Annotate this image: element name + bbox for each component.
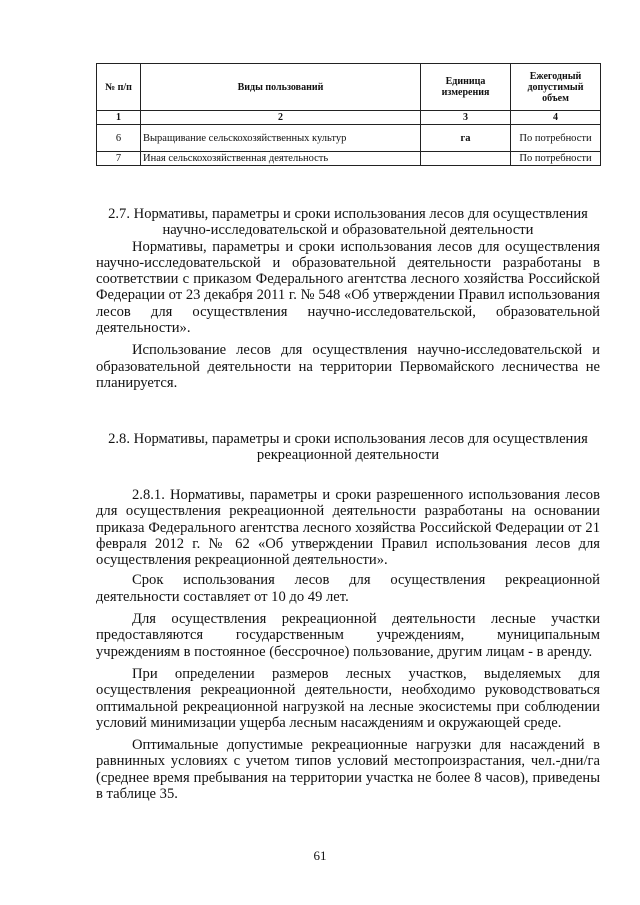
col-number: 3	[421, 111, 511, 125]
section-2-7	[96, 206, 600, 391]
section-heading: 2.7. Нормативы, параметры и сроки использования лесов для осуществления научно-исследовательской и образовательной деятельности	[108, 206, 588, 239]
paragraph: Для осуществления рекреационной деятельности лесные участки предоставляются государственным учреждениям, муниципальным учреждениям в постоянное (бессрочное) пользование, другим лицам - в аренду.	[96, 611, 600, 660]
section-2-8-1	[96, 487, 600, 802]
row-type: Иная сельскохозяйственная деятельность	[141, 152, 421, 166]
row-type: Выращивание сельскохозяйственных культур	[141, 125, 421, 152]
page-number: 61	[313, 848, 327, 863]
header-num: № п/п	[97, 64, 141, 111]
forest-usage-table	[96, 63, 601, 166]
col-number: 2	[141, 111, 421, 125]
paragraph: Срок использования лесов для осуществления рекреационной деятельности составляет от 10 до 49 лет.	[96, 572, 600, 605]
row-volume: По потребности	[511, 125, 601, 152]
section-heading: 2.8. Нормативы, параметры и сроки использования лесов для осуществления рекреационной деятельности	[108, 431, 588, 464]
header-unit: Единица измерения	[421, 64, 511, 111]
table-header-row	[97, 64, 601, 111]
table-column-numbers-row	[97, 111, 601, 125]
paragraph: Нормативы, параметры и сроки использования лесов для осуществления научно-исследовательской и образовательной деятельности разработаны в соответствии с приказом Федерального агентства лесного хозяйства Российской Федерации от 23 декабря 2011 г. № 548 «Об утверждении Правил использования лесов для осуществления научно-исследовательской, образовательной деятельности».	[96, 238, 600, 337]
row-volume: По потребности	[511, 152, 601, 166]
table-row	[97, 152, 601, 166]
header-volume: Ежегодный допустимый объем	[511, 64, 601, 111]
paragraph: Оптимальные допустимые рекреационные нагрузки для насаждений в равнинных условиях с учетом типов условий местопроизрастания, чел.-дни/га (среднее время пребывания на территории участка не более 8 часов), приведены в таблице 35.	[96, 737, 600, 803]
paragraph: При определении размеров лесных участков, выделяемых для осуществления рекреационной деятельности, необходимо руководствоваться оптимальной рекреационной нагрузкой на лесные экосистемы при соблюдении условий минимизации ущерба лесным насаждениям и окружающей среде.	[96, 665, 600, 731]
col-number: 4	[511, 111, 601, 125]
row-unit	[421, 152, 511, 166]
row-num: 7	[97, 152, 141, 166]
paragraph: 2.8.1. Нормативы, параметры и сроки разрешенного использования лесов для осуществления рекреационной деятельности разработаны на основании приказа Федерального агентства лесного хозяйства Российской Федерации от 21 февраля 2012 г. № 62 «Об утверждении Правил использования лесов для осуществления рекреационной деятельности».	[96, 487, 600, 569]
col-number: 1	[97, 111, 141, 125]
paragraph: Использование лесов для осуществления научно-исследовательской и образовательной деятельности на территории Первомайского лесничества не планируется.	[96, 342, 600, 391]
table-row	[97, 125, 601, 152]
header-type: Виды пользований	[141, 64, 421, 111]
row-num: 6	[97, 125, 141, 152]
section-2-8-heading-block	[96, 431, 600, 464]
row-unit: га	[421, 125, 511, 152]
